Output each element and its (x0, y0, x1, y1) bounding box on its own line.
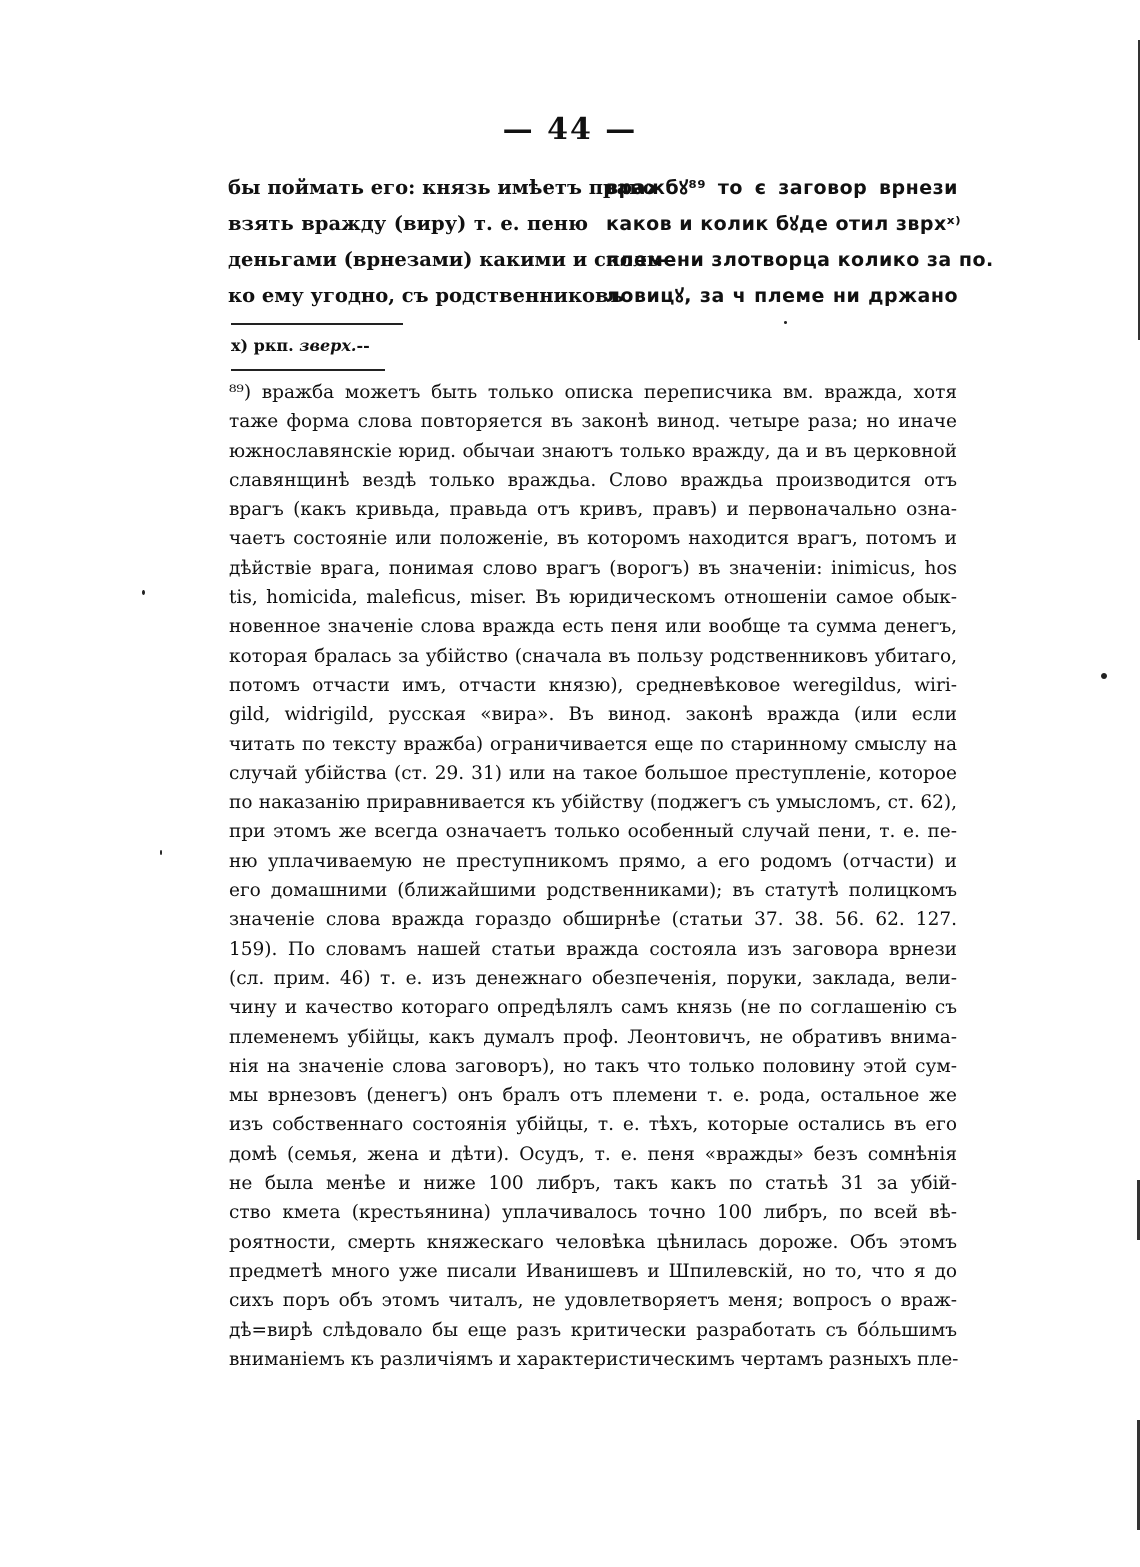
footnote-line: gild, widrigild, русская «вира». Въ винод. законѣ вражда (или если (229, 704, 957, 726)
footnote-line: чаетъ состояніе или положеніе, въ которомъ находится врагъ, потомъ и (229, 528, 957, 550)
original-line: племени злотворца колико за по. (606, 249, 994, 271)
footnote-line: дѣ=вирѣ слѣдовало бы еще разъ критически разработать съ бóльшимъ (229, 1319, 957, 1341)
footnote-line: tis, homicida, maleficus, miser. Въ юридическомъ отношеніи самое обык- (229, 587, 957, 609)
footnote-line: значеніе слова вражда гораздо обширнѣе (статьи 37. 38. 56. 62. 127. (229, 909, 957, 931)
original-text-column (606, 170, 994, 314)
footnote-line: племенемъ убійцы, какъ думалъ проф. Леонтовичъ, не обративъ внима- (229, 1026, 957, 1048)
original-line: каков и колик бꙋде отил зврхˣ⁾ (606, 213, 962, 235)
footnote-line: предметѣ много уже писали Иванишевъ и Шпилевскій, но то, что я до (229, 1260, 957, 1282)
footnote-line: роятности, смерть княжескаго человѣка цѣнилась дороже. Объ этомъ (229, 1231, 957, 1253)
footnote-divider (231, 323, 403, 325)
scan-speck (160, 850, 162, 855)
original-line: вражбꙋ⁸⁹ то є заговор врнези (606, 177, 958, 199)
footnote-line: при этомъ же всегда означаетъ только особенный случай пени, т. е. пе- (229, 821, 957, 843)
manuscript-note (231, 336, 370, 355)
footnote-line: новенное значеніе слова вражда есть пеня или вообще та сумма денегъ, (229, 616, 957, 638)
footnote-line: нія на значеніе слова заговоръ), но такъ что только половину этой сум- (229, 1055, 957, 1077)
translation-line: деньгами (врнезами) какими и сколь- (228, 248, 669, 271)
footnote-line: не была менѣе и ниже 100 либръ, такъ какъ по статьѣ 31 за убій- (229, 1173, 957, 1195)
footnote-line: чину и качество котораго опредѣлялъ самъ князь (не по соглашенію съ (229, 997, 957, 1019)
footnote-line: ⁸⁹) вражба можетъ быть только описка переписчика вм. вражда, хотя (229, 382, 957, 403)
footnote-line: таже форма слова повторяется въ законѣ винод. четыре раза; но иначе (229, 411, 957, 433)
footnote-line: дѣйствіе врага, понимая слово врагъ (ворогъ) въ значеніи: inimicus, hos (229, 557, 957, 579)
scan-speck (784, 321, 787, 324)
footnote-line: сихъ поръ объ этомъ читалъ, не удовлетворяетъ меня; вопросъ о враж- (229, 1290, 957, 1312)
translation-line: бы поймать его: князь имѣетъ право (228, 176, 656, 199)
footnote-line: читать по тексту вражба) ограничивается еще по старинному смыслу на (229, 733, 957, 755)
footnote-line: славянщинѣ вездѣ только враждьа. Слово враждьа производится отъ (229, 469, 957, 491)
footnote-line: домѣ (семья, жена и дѣти). Осудъ, т. е. пеня «вражды» безъ сомнѣнія (229, 1143, 957, 1165)
translation-line: взять вражду (виру) т. е. пеню (228, 212, 588, 235)
footnote-line: 159). По словамъ нашей статьи вражда состояла изъ заговора врнези (229, 938, 957, 960)
footnote-line: (сл. прим. 46) т. е. изъ денежнаго обезпеченія, поруки, заклада, вели- (229, 967, 957, 989)
note-divider (231, 369, 385, 371)
original-line: ловицꙋ, за ч племе ни држано (606, 285, 958, 307)
footnote-line: вниманіемъ къ различіямъ и характеристическимъ чертамъ разныхъ пле- (229, 1348, 959, 1370)
translation-line: ко ему угодно, съ родственниковъ (228, 284, 624, 307)
footnote-line: ню уплачиваемую не преступникомъ прямо, а его родомъ (отчасти) и (229, 850, 957, 872)
russian-translation-column (228, 170, 669, 314)
footnote-line: мы врнезовъ (денегъ) онъ бралъ отъ племени т. е. рода, остальное же (229, 1085, 957, 1107)
footnote-line: ство кмета (крестьянина) уплачивалось точно 100 либръ, по всей вѣ- (229, 1202, 957, 1224)
footnote-line: потомъ отчасти имъ, отчасти князю), средневѣковое weregildus, wiri- (229, 674, 957, 696)
footnote-line: случай убійства (ст. 29. 31) или на такое большое преступленіе, которое (229, 762, 957, 784)
manuscript-note-tail: -- (356, 336, 370, 355)
footnote-line: которая бралась за убійство (сначала въ пользу родственниковъ убитаго, (229, 645, 957, 667)
page-number: — 44 — (502, 112, 638, 147)
footnote-line: его домашними (ближайшими родственниками); въ статутѣ полицкомъ (229, 880, 957, 902)
manuscript-note-word: зверх. (299, 336, 357, 355)
footnote-89 (229, 378, 957, 1374)
footnote-line: южнославянскіе юрид. обычаи знаютъ только вражду, да и въ церковной (229, 440, 957, 462)
parallel-text-columns (228, 170, 994, 320)
footnote-line: по наказанію приравнивается къ убійству (поджегъ съ умысломъ, ст. 62), (229, 792, 957, 814)
scan-speck (142, 590, 145, 595)
footnote-line: изъ собственнаго состоянія убійцы, т. е. тѣхъ, которые остались въ его (229, 1114, 957, 1136)
footnote-line: врагъ (какъ кривьда, правьда отъ кривъ, правъ) и первоначально озна- (229, 499, 957, 521)
manuscript-note-marker: x) ркп. (231, 336, 294, 355)
scan-speck (1101, 673, 1107, 679)
